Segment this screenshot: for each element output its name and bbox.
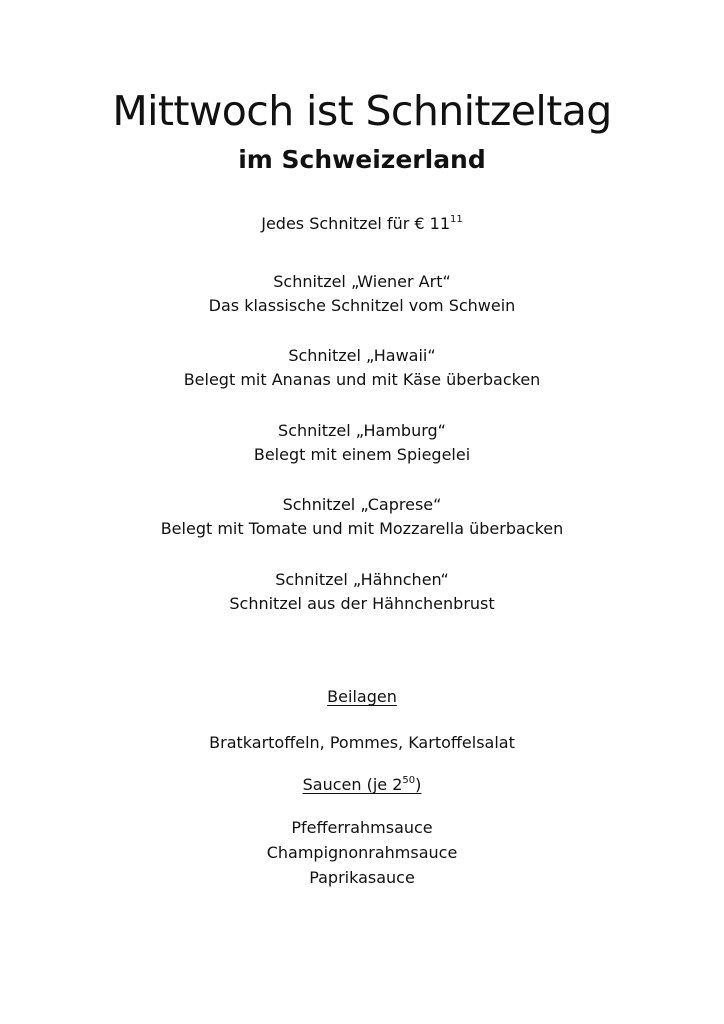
dish-item — [0, 344, 724, 391]
sauce-item: Paprikasauce — [309, 868, 415, 887]
dish-name: Schnitzel „Caprese“ — [282, 495, 442, 514]
page-subtitle: im Schweizerland — [238, 145, 486, 174]
dish-item — [0, 493, 724, 540]
sauce-price-cents: 50 — [402, 774, 416, 786]
price-line — [0, 212, 724, 236]
dish-item — [0, 270, 724, 317]
sides-heading-text: Beilagen — [327, 687, 397, 706]
sauces-heading-close: ) — [415, 775, 422, 794]
dish-item — [0, 419, 724, 466]
sauces-heading-label — [303, 775, 422, 794]
dish-name: Schnitzel „Hähnchen“ — [275, 570, 449, 589]
sauce-item: Champignonrahmsauce — [266, 843, 458, 862]
dish-item — [0, 568, 724, 615]
dish-name: Schnitzel „Wiener Art“ — [273, 272, 451, 291]
sauces-heading — [0, 773, 724, 797]
page-title: Mittwoch ist Schnitzeltag — [112, 87, 612, 135]
dish-name: Schnitzel „Hawaii“ — [288, 346, 436, 365]
dish-description: Schnitzel aus der Hähnchenbrust — [229, 593, 495, 613]
sides-heading — [0, 685, 724, 709]
dish-description: Belegt mit Tomate und mit Mozzarella überbacken — [160, 518, 564, 538]
dish-description: Belegt mit einem Spiegelei — [253, 444, 471, 464]
dish-name: Schnitzel „Hamburg“ — [278, 421, 446, 440]
sauce-list — [0, 815, 724, 890]
dish-description: Belegt mit Ananas und mit Käse überbacken — [183, 369, 541, 389]
sauces-heading-text: Saucen (je 2 — [302, 775, 403, 794]
price-text: Jedes Schnitzel für € 11 — [261, 214, 451, 233]
price-cents: 11 — [450, 213, 463, 225]
sauce-item: Pfefferrahmsauce — [291, 818, 433, 837]
sides-list: Bratkartoffeln, Pommes, Kartoffelsalat — [209, 733, 515, 752]
dish-description: Das klassische Schnitzel vom Schwein — [208, 295, 516, 315]
